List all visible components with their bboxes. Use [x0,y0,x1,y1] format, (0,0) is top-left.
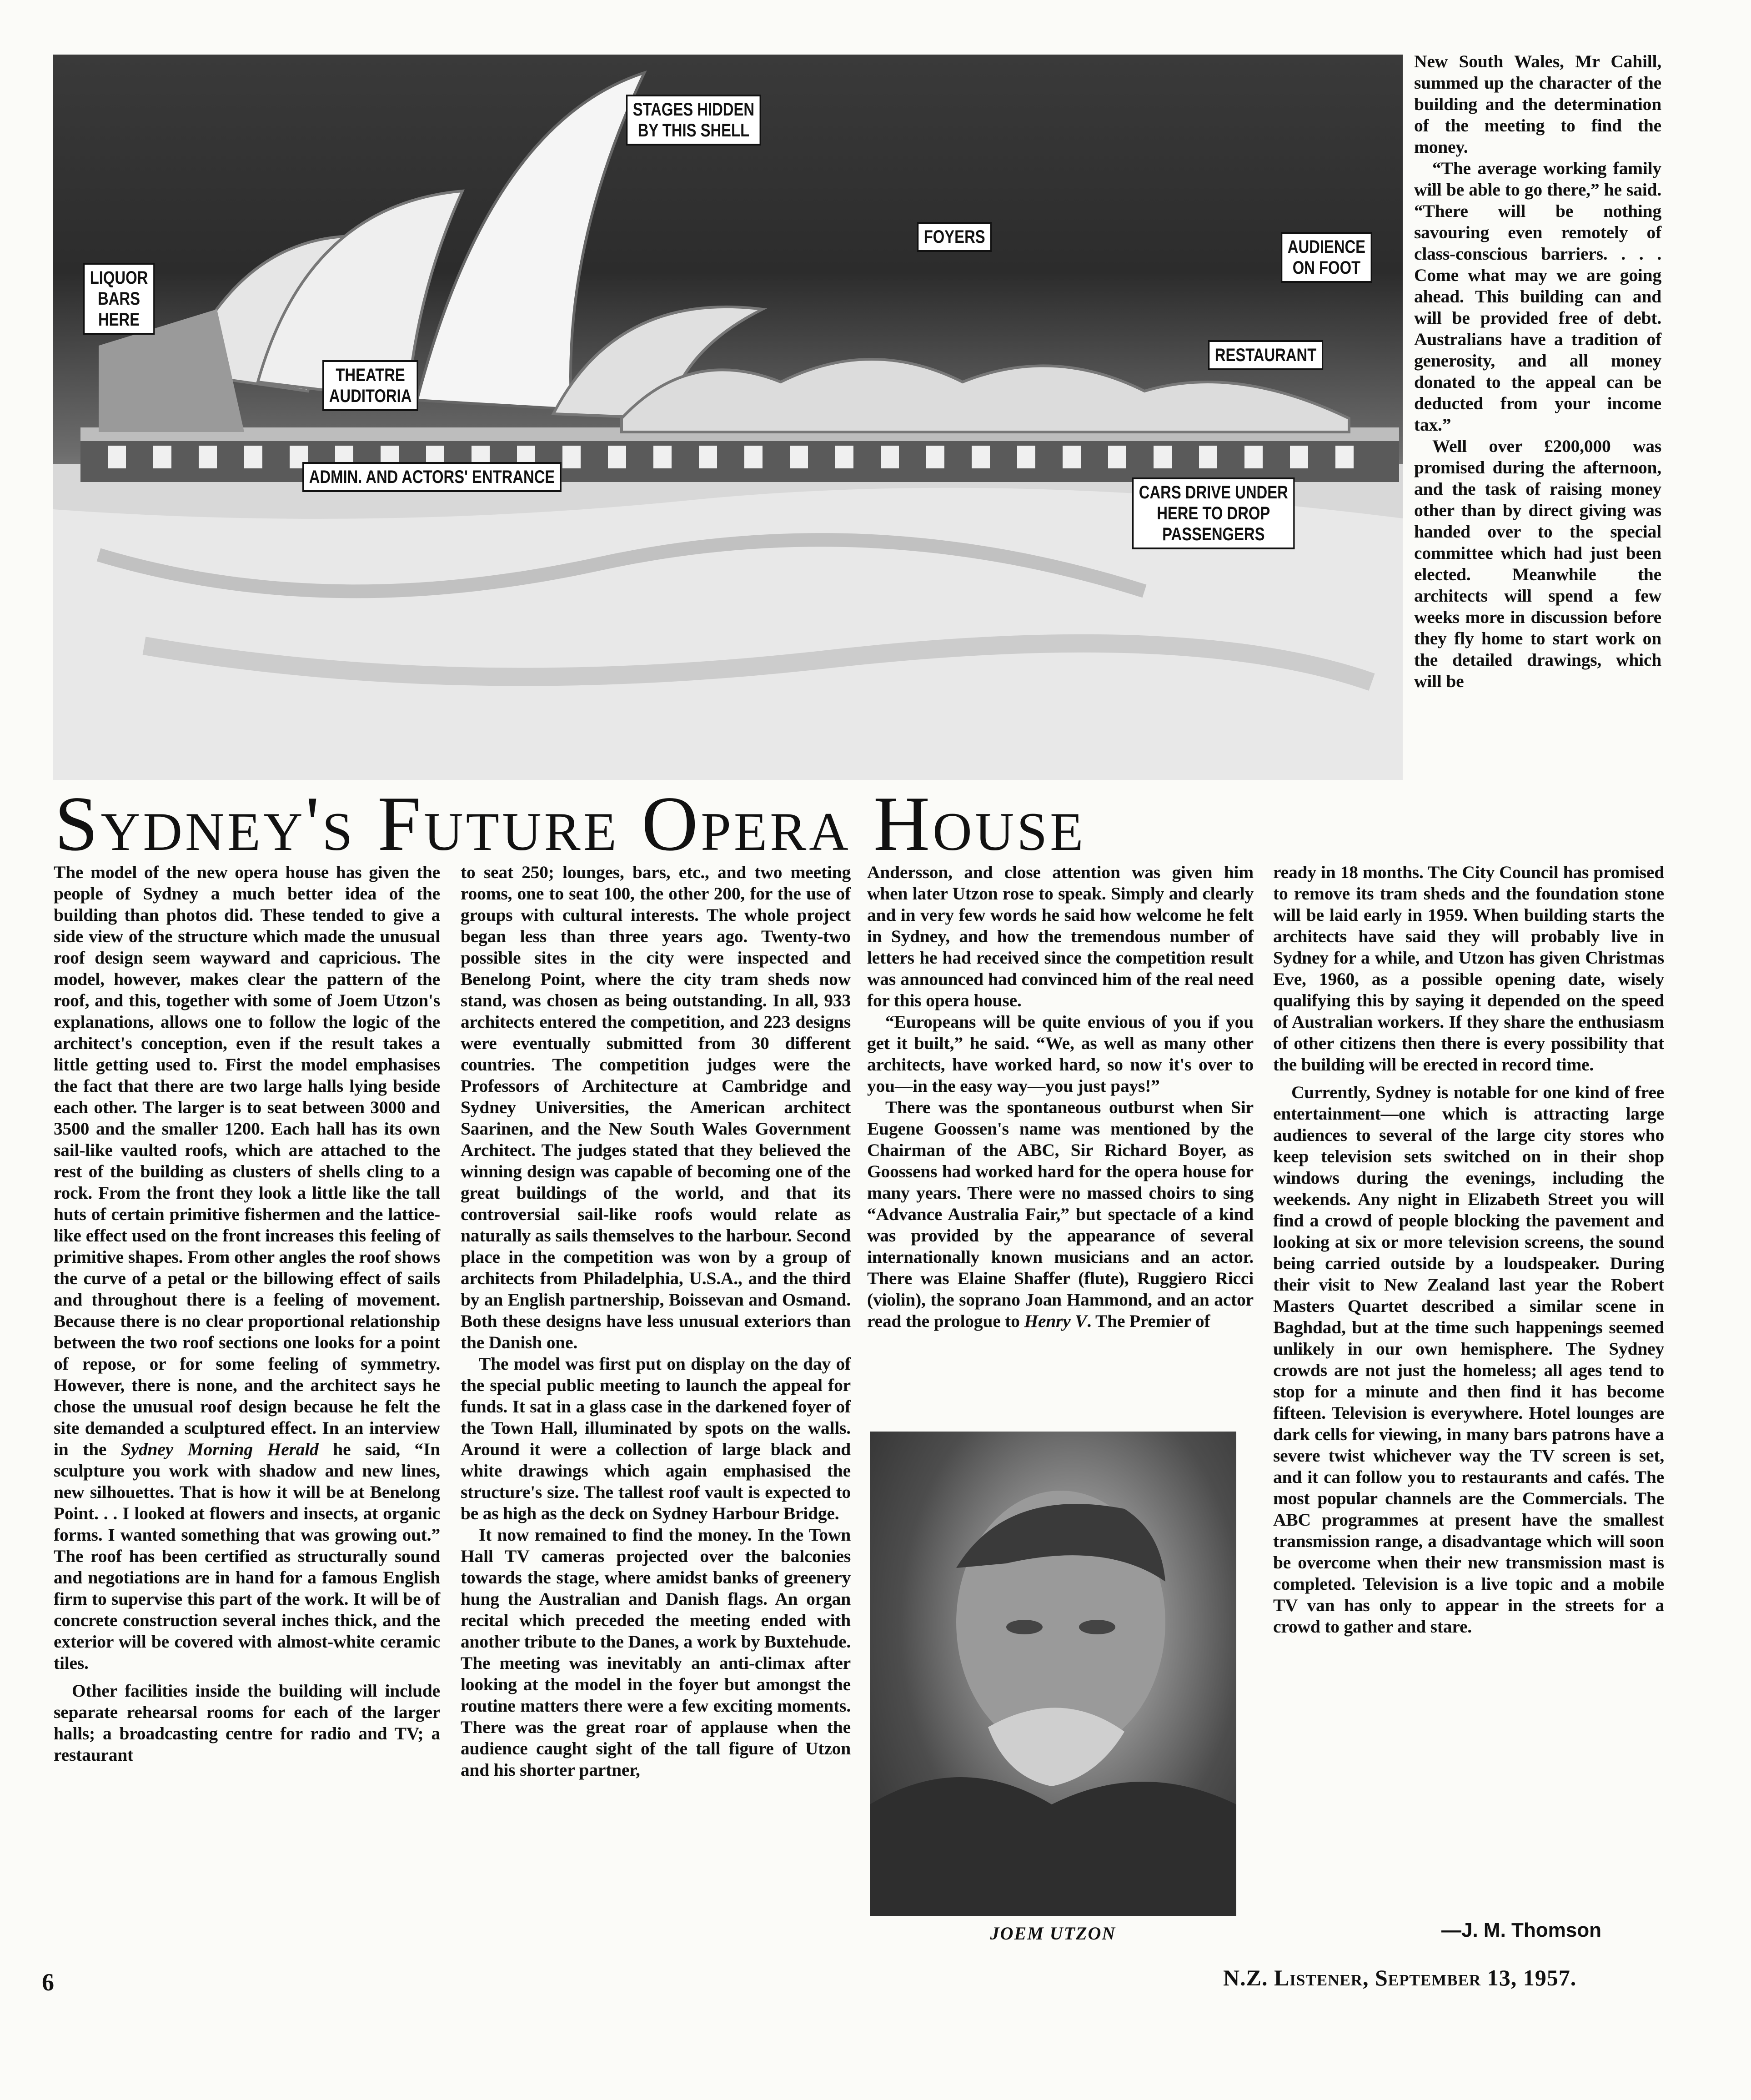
column-3 [867,862,1254,1332]
label-liquor-bars [83,263,155,335]
paragraph: “The average working family will be able to go there,” he said. “There will be nothing savouring even remotely of class-conscious barriers. . . . Come what may we are going ahead. This building can and will be provided free of debt. Australians have a tradition of generosity, and all money donated to the appeal can be deducted from your income tax.” [1414,158,1661,435]
publication-footer: N.Z. Listener, September 13, 1957. [1223,1965,1577,1990]
label-line: AUDITORIA [329,386,412,406]
text-run: . The Premier of [1087,1311,1210,1331]
label-restaurant [1208,340,1323,370]
label-line: AUDIENCE [1287,237,1366,257]
label-theatre-auditoria [322,360,418,411]
label-line: BARS [98,289,140,309]
label-line: ADMIN. AND ACTORS' ENTRANCE [309,467,555,487]
paragraph: Other facilities inside the building will include separate rehearsal rooms for each of the larger halls; a broadcasting centre for radio and TV; a restaurant [54,1681,440,1765]
label-line: HERE [98,310,140,330]
column-4 [1273,862,1664,1638]
paragraph: Currently, Sydney is notable for one kind of free entertainment—one which is attracting large audiences to several of the large city stores who keep television sets switched on in their shop windows during the evenings, including the weekends. Any night in Elizabeth Street you will find a crowd of people blocking the pavement and looking at six or more television screens, the sound being carried outside by a loudspeaker. During their visit to New Zealand last year the Robert Masters Quartet described a similar scene in Baghdad, but at the time such happenings seemed unlikely in our own hemisphere. The Sydney crowds are not just the homeless; all ages tend to stop for a minute and then find it has become fifteen. Television is everywhere. Hotel lounges are dark cells for viewing, in many bars patrons have a severe twist whichever way the TV screen is set, and it can follow you to restaurants and cafés. The most popular channels are the Commercials. The ABC programmes at present have the smallest transmission range, a disadvantage which will soon be overcome when their new transmission mast is completed. Television is a live topic and a mobile TV van has only to appear in the streets for a crowd to gather and stare. [1273,1082,1664,1637]
label-line: CARS DRIVE UNDER [1139,482,1288,502]
label-line: RESTAURANT [1214,345,1317,365]
text-run: he said, “In sculpture you work with shadow and new lines, new silhouettes. That is how it will be at Benelong Point. . . I looked at flowers and insects, at organic forms. I wanted something that was growing out.” The roof has been certified as structurally sound and negotiations are in hand for a famous English firm to supervise this part of the work. It will be of concrete construction several inches thick, and the exterior will be covered with almost-white ceramic tiles. [54,1439,440,1673]
page-number: 6 [42,1969,54,1996]
paragraph: It now remained to find the money. In the Town Hall TV cameras projected over the balconies towards the stage, where amidst banks of greenery hung the Australian and Danish flags. An organ recital which preceded the meeting ended with another tribute to the Danes, a work by Buxtehude. The meeting was inevitably an anti-climax after looking at the model in the foyer but amongst the routine matters there were a few exciting moments. There was the great roar of applause when the audience caught sight of the tall figure of Utzon and his shorter partner, [461,1525,851,1780]
label-line: HERE TO DROP [1157,503,1270,523]
paragraph: Andersson, and close attention was given him when later Utzon rose to speak. Simply and clearly and in very few words he said how welcome he felt in Sydney, and how the tremendous number of letters he had received since the competition result was announced had convinced him of the real need for this opera house. [867,862,1254,1010]
label-line: THEATRE [336,365,405,385]
paragraph: The model was first put on display on the day of the special public meeting to launch the appeal for funds. It sat in a glass case in the darkened foyer of the Town Hall, illuminated by spots on the walls. Around it were a collection of large black and white drawings which again emphasised the structure's size. The tallest roof vault is expected to be as high as the deck on Sydney Harbour Bridge. [461,1354,851,1523]
label-line: BY THIS SHELL [637,121,750,141]
portrait-photo [870,1432,1236,1916]
author-signature: —J. M. Thomson [1441,1919,1601,1941]
label-admin-entrance [302,462,562,492]
play-title: Henry V [1024,1311,1087,1331]
model-illustration [53,55,1403,780]
label-audience-on-foot [1281,232,1372,283]
label-line: ON FOOT [1292,258,1361,278]
paragraph: “Europeans will be quite envious of you if you get it built,” he said. “We, as well as many other architects, have worked hard, so now it's over to you—in the easy way—you just pays!” [867,1012,1254,1096]
headline: Sydney's Future Opera House [55,781,1086,867]
label-stages-hidden [626,95,761,146]
label-line: FOYERS [923,227,985,247]
label-line: LIQUOR [90,268,148,288]
text-run: There was the spontaneous outburst when Sir Eugene Goossen's name was mentioned by the Chairman of the ABC, Sir Richard Boyer, as Goossens had worked hard for the opera house for many years. There were no massed choirs to sing “Advance Australia Fair,” but spectacle of a kind was provided by the appearance of several internationally known musicians and an actor. There was Elaine Shaffer (flute), Ruggiero Ricci (violin), the soprano Joan Hammond, and an actor read the prologue to [867,1097,1254,1331]
label-foyers [917,222,992,252]
label-line: PASSENGERS [1162,524,1265,544]
opera-house-model-photo [53,55,1403,780]
paragraph [867,1097,1254,1332]
label-cars-drive-under [1132,477,1295,549]
paragraph: New South Wales, Mr Cahill, summed up the character of the building and the determination of the meeting to find the money. [1414,51,1661,157]
column-2 [461,862,851,1781]
portrait-illustration [870,1432,1236,1916]
text-run: The model of the new opera house has given the people of Sydney a much better idea of the building than photos did. These tended to give a side view of the structure which made the unusual roof design seem wayward and capricious. The model, however, makes clear the pattern of the roof, and this, together with some of Joem Utzon's explanations, allows one to follow the logic of the architect's conception, even if the result takes a little getting used to. First the model emphasises the fact that there are two large halls lying beside each other. The larger is to seat between 3000 and 3500 and the smaller 1200. Each hall has its own sail-like vaulted roofs, which are attached to the rest of the building as clusters of shells cling to a rock. From the front they look a little like the tall huts of certain primitive fishermen and the lattice-like effect used on the front increases this feeling of primitive shapes. From other angles the roof shows the curve of a petal or the billowing effect of sails and throughout there is a feeling of movement. Because there is no clear proportional relationship between the two roof sections one looks for a point of repose, or for some feeling of symmetry. However, there is none, and the architect says he chose the unusual roof design because he felt the site demanded a sculptured effect. In an interview in the [54,862,440,1459]
column-right-top [1414,51,1661,692]
column-1 [54,862,440,1766]
paragraph: Well over £200,000 was promised during the afternoon, and the task of raising money other than by direct giving was handed over to the special committee which had just been elected. Meanwhile the architects will spend a few weeks more in discussion before they fly home to start work on the detailed drawings, which will be [1414,436,1661,691]
label-line: STAGES HIDDEN [632,100,755,120]
paragraph-intro [54,862,440,1674]
paragraph: ready in 18 months. The City Council has promised to remove its tram sheds and the foundation stone will be laid early in 1959. When building starts the architects have said they will probably live in Sydney for a while, and Utzon has given Christmas Eve, 1960, as a possible opening date, wisely qualifying this by saying it depended on the speed of Australian workers. If they share the enthusiasm of other citizens then there is every possibility that the building will be erected in record time. [1273,862,1664,1075]
portrait-caption: JOEM UTZON [990,1923,1116,1944]
paragraph: to seat 250; lounges, bars, etc., and two meeting rooms, one to seat 100, the other 200, for the use of groups with cultural interests. The whole project began less than three years ago. Twenty-two possible sites in the city were inspected and Benelong Point, where the city tram sheds now stand, was chosen as being outstanding. In all, 933 architects entered the competition, and 223 designs were eventually submitted from 30 different countries. The competition judges were the Professors of Architecture at Cambridge and Sydney Universities, the American architect Saarinen, and the New South Wales Government Architect. The judges stated that they believed the winning design was capable of becoming one of the great buildings of the world, and that its controversial sail-like roofs would relate as naturally as sails themselves to the harbour. Second place in the competition was won by a group of architects from Philadelphia, U.S.A., and the third by an English partnership, Boissevan and Osmand. Both these designs have less unusual exteriors than the Danish one. [461,862,851,1352]
newspaper-title: Sydney Morning Herald [120,1439,319,1459]
